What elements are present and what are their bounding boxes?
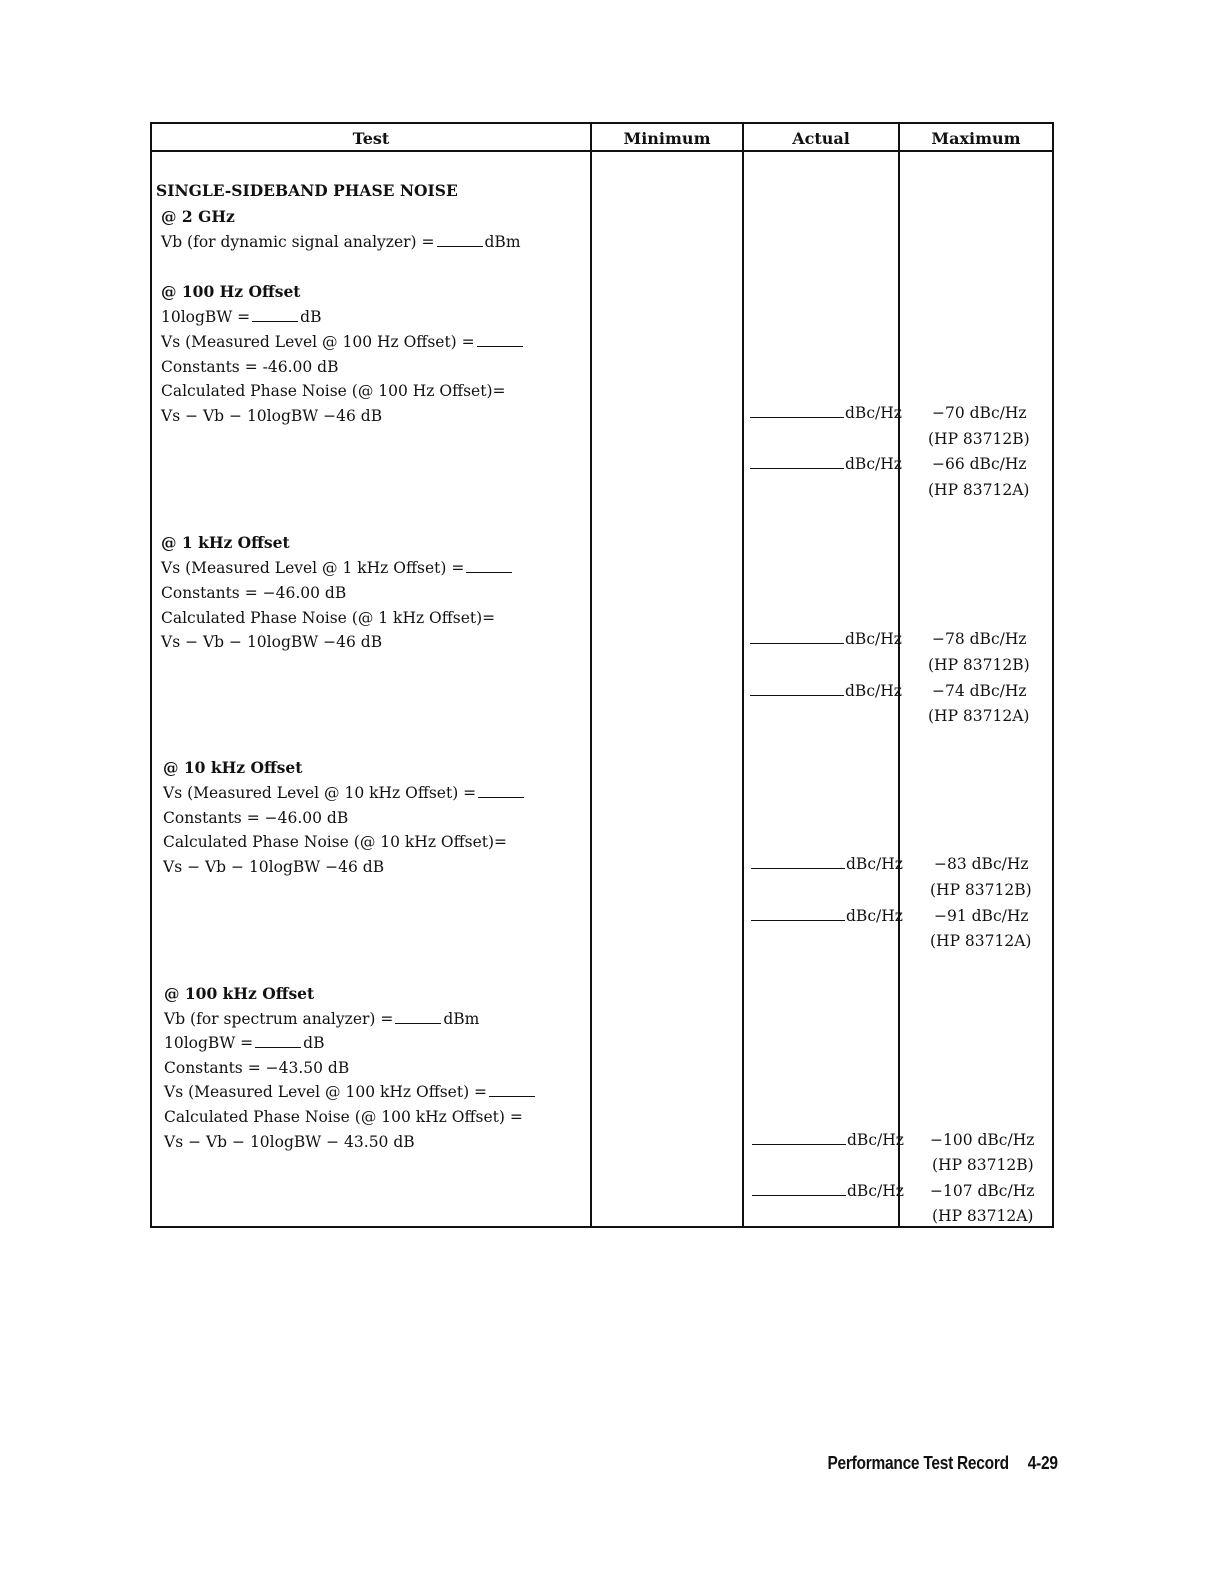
- vs-line-1khz: [161, 558, 514, 578]
- vb-dsa-unit: dBm: [484, 233, 521, 251]
- max-model: (HP 83712B): [932, 1156, 1034, 1174]
- max-value: −107 dBc/Hz: [930, 1182, 1035, 1200]
- offset-heading-10khz: @ 10 kHz Offset: [163, 758, 303, 777]
- actual-unit: dBc/Hz: [846, 907, 903, 925]
- vs-blank[interactable]: [489, 1082, 535, 1097]
- max-value: −78 dBc/Hz: [932, 630, 1027, 648]
- calc-label-10khz: Calculated Phase Noise (@ 10 kHz Offset)=: [163, 833, 508, 851]
- max-model: (HP 83712B): [928, 656, 1030, 674]
- actual-blank[interactable]: [752, 1181, 846, 1196]
- logbw-label: 10logBW =: [161, 308, 251, 326]
- max-value: −100 dBc/Hz: [930, 1131, 1035, 1149]
- vb-dsa-line: [161, 232, 521, 252]
- vs-label: Vs (Measured Level @ 10 kHz Offset) =: [163, 784, 477, 802]
- constants-1khz: Constants = −46.00 dB: [161, 584, 347, 602]
- actual-blank[interactable]: [750, 454, 844, 469]
- vs-label: Vs (Measured Level @ 100 kHz Offset) =: [164, 1083, 488, 1101]
- vb-sa-blank[interactable]: [395, 1009, 441, 1024]
- logbw-blank[interactable]: [252, 307, 298, 322]
- actual-blank[interactable]: [752, 1130, 846, 1145]
- actual-unit: dBc/Hz: [845, 404, 902, 422]
- actual-unit: dBc/Hz: [845, 630, 902, 648]
- formula-100khz: Vs − Vb − 10logBW − 43.50 dB: [164, 1133, 415, 1151]
- vs-blank[interactable]: [477, 332, 523, 347]
- logbw-blank[interactable]: [255, 1033, 301, 1048]
- max-model: (HP 83712B): [928, 430, 1030, 448]
- vb-sa-label: Vb (for spectrum analyzer) =: [164, 1010, 394, 1028]
- frequency-label: @ 2 GHz: [161, 207, 235, 226]
- column-divider: [742, 124, 744, 1226]
- constants-100hz: Constants = -46.00 dB: [161, 358, 339, 376]
- vs-label: Vs (Measured Level @ 100 Hz Offset) =: [161, 333, 475, 351]
- constants-100khz: Constants = −43.50 dB: [164, 1059, 350, 1077]
- page-footer: [828, 1453, 1058, 1474]
- vs-blank[interactable]: [478, 783, 524, 798]
- vs-line-100khz: [164, 1082, 537, 1102]
- actual-blank[interactable]: [750, 629, 844, 644]
- actual-entry: [750, 629, 902, 649]
- constants-10khz: Constants = −46.00 dB: [163, 809, 349, 827]
- offset-heading-1khz: @ 1 kHz Offset: [161, 533, 290, 552]
- actual-entry: [752, 1181, 904, 1201]
- column-divider: [898, 124, 900, 1226]
- max-model: (HP 83712A): [928, 481, 1030, 499]
- page-number: 4-29: [1028, 1453, 1058, 1473]
- max-model: (HP 83712A): [930, 932, 1032, 950]
- logbw-line-100hz: [161, 307, 321, 327]
- calc-label-100hz: Calculated Phase Noise (@ 100 Hz Offset)=: [161, 382, 506, 400]
- header-divider: [152, 150, 1052, 152]
- logbw-line-100khz: [164, 1033, 324, 1053]
- actual-unit: dBc/Hz: [845, 682, 902, 700]
- column-divider: [590, 124, 592, 1226]
- max-value: −70 dBc/Hz: [932, 404, 1027, 422]
- actual-unit: dBc/Hz: [845, 455, 902, 473]
- actual-entry: [750, 681, 902, 701]
- actual-unit: dBc/Hz: [846, 855, 903, 873]
- actual-entry: [750, 403, 902, 423]
- vb-dsa-blank[interactable]: [437, 232, 483, 247]
- vs-label: Vs (Measured Level @ 1 kHz Offset) =: [161, 559, 465, 577]
- header-minimum: Minimum: [623, 129, 711, 148]
- max-value: −91 dBc/Hz: [934, 907, 1029, 925]
- vb-sa-line: [164, 1009, 479, 1029]
- formula-1khz: Vs − Vb − 10logBW −46 dB: [161, 633, 383, 651]
- logbw-label: 10logBW =: [164, 1034, 254, 1052]
- max-model: (HP 83712B): [930, 881, 1032, 899]
- vs-blank[interactable]: [466, 558, 512, 573]
- max-value: −83 dBc/Hz: [934, 855, 1029, 873]
- vb-sa-unit: dBm: [443, 1010, 480, 1028]
- max-model: (HP 83712A): [928, 707, 1030, 725]
- calc-label-100khz: Calculated Phase Noise (@ 100 kHz Offset) =: [164, 1108, 523, 1126]
- actual-entry: [751, 854, 903, 874]
- actual-blank[interactable]: [750, 681, 844, 696]
- logbw-unit: dB: [300, 308, 322, 326]
- actual-entry: [752, 1130, 904, 1150]
- formula-100hz: Vs − Vb − 10logBW −46 dB: [161, 407, 383, 425]
- max-value: −66 dBc/Hz: [932, 455, 1027, 473]
- footer-section-title: Performance Test Record: [827, 1453, 1010, 1473]
- vb-dsa-label: Vb (for dynamic signal analyzer) =: [161, 233, 435, 251]
- offset-heading-100hz: @ 100 Hz Offset: [161, 282, 301, 301]
- vs-line-100hz: [161, 332, 525, 352]
- actual-entry: [750, 454, 902, 474]
- logbw-unit: dB: [303, 1034, 325, 1052]
- formula-10khz: Vs − Vb − 10logBW −46 dB: [163, 858, 385, 876]
- max-model: (HP 83712A): [932, 1207, 1034, 1225]
- calc-label-1khz: Calculated Phase Noise (@ 1 kHz Offset)=: [161, 609, 496, 627]
- actual-blank[interactable]: [750, 403, 844, 418]
- actual-entry: [751, 906, 903, 926]
- vs-line-10khz: [163, 783, 526, 803]
- actual-blank[interactable]: [751, 854, 845, 869]
- actual-blank[interactable]: [751, 906, 845, 921]
- max-value: −74 dBc/Hz: [932, 682, 1027, 700]
- actual-unit: dBc/Hz: [847, 1182, 904, 1200]
- header-test: Test: [352, 129, 390, 148]
- performance-test-table: [150, 122, 1054, 1228]
- offset-heading-100khz: @ 100 kHz Offset: [164, 984, 315, 1003]
- header-maximum: Maximum: [931, 129, 1021, 148]
- actual-unit: dBc/Hz: [847, 1131, 904, 1149]
- section-title: SINGLE-SIDEBAND PHASE NOISE: [156, 181, 458, 200]
- header-actual: Actual: [792, 129, 850, 148]
